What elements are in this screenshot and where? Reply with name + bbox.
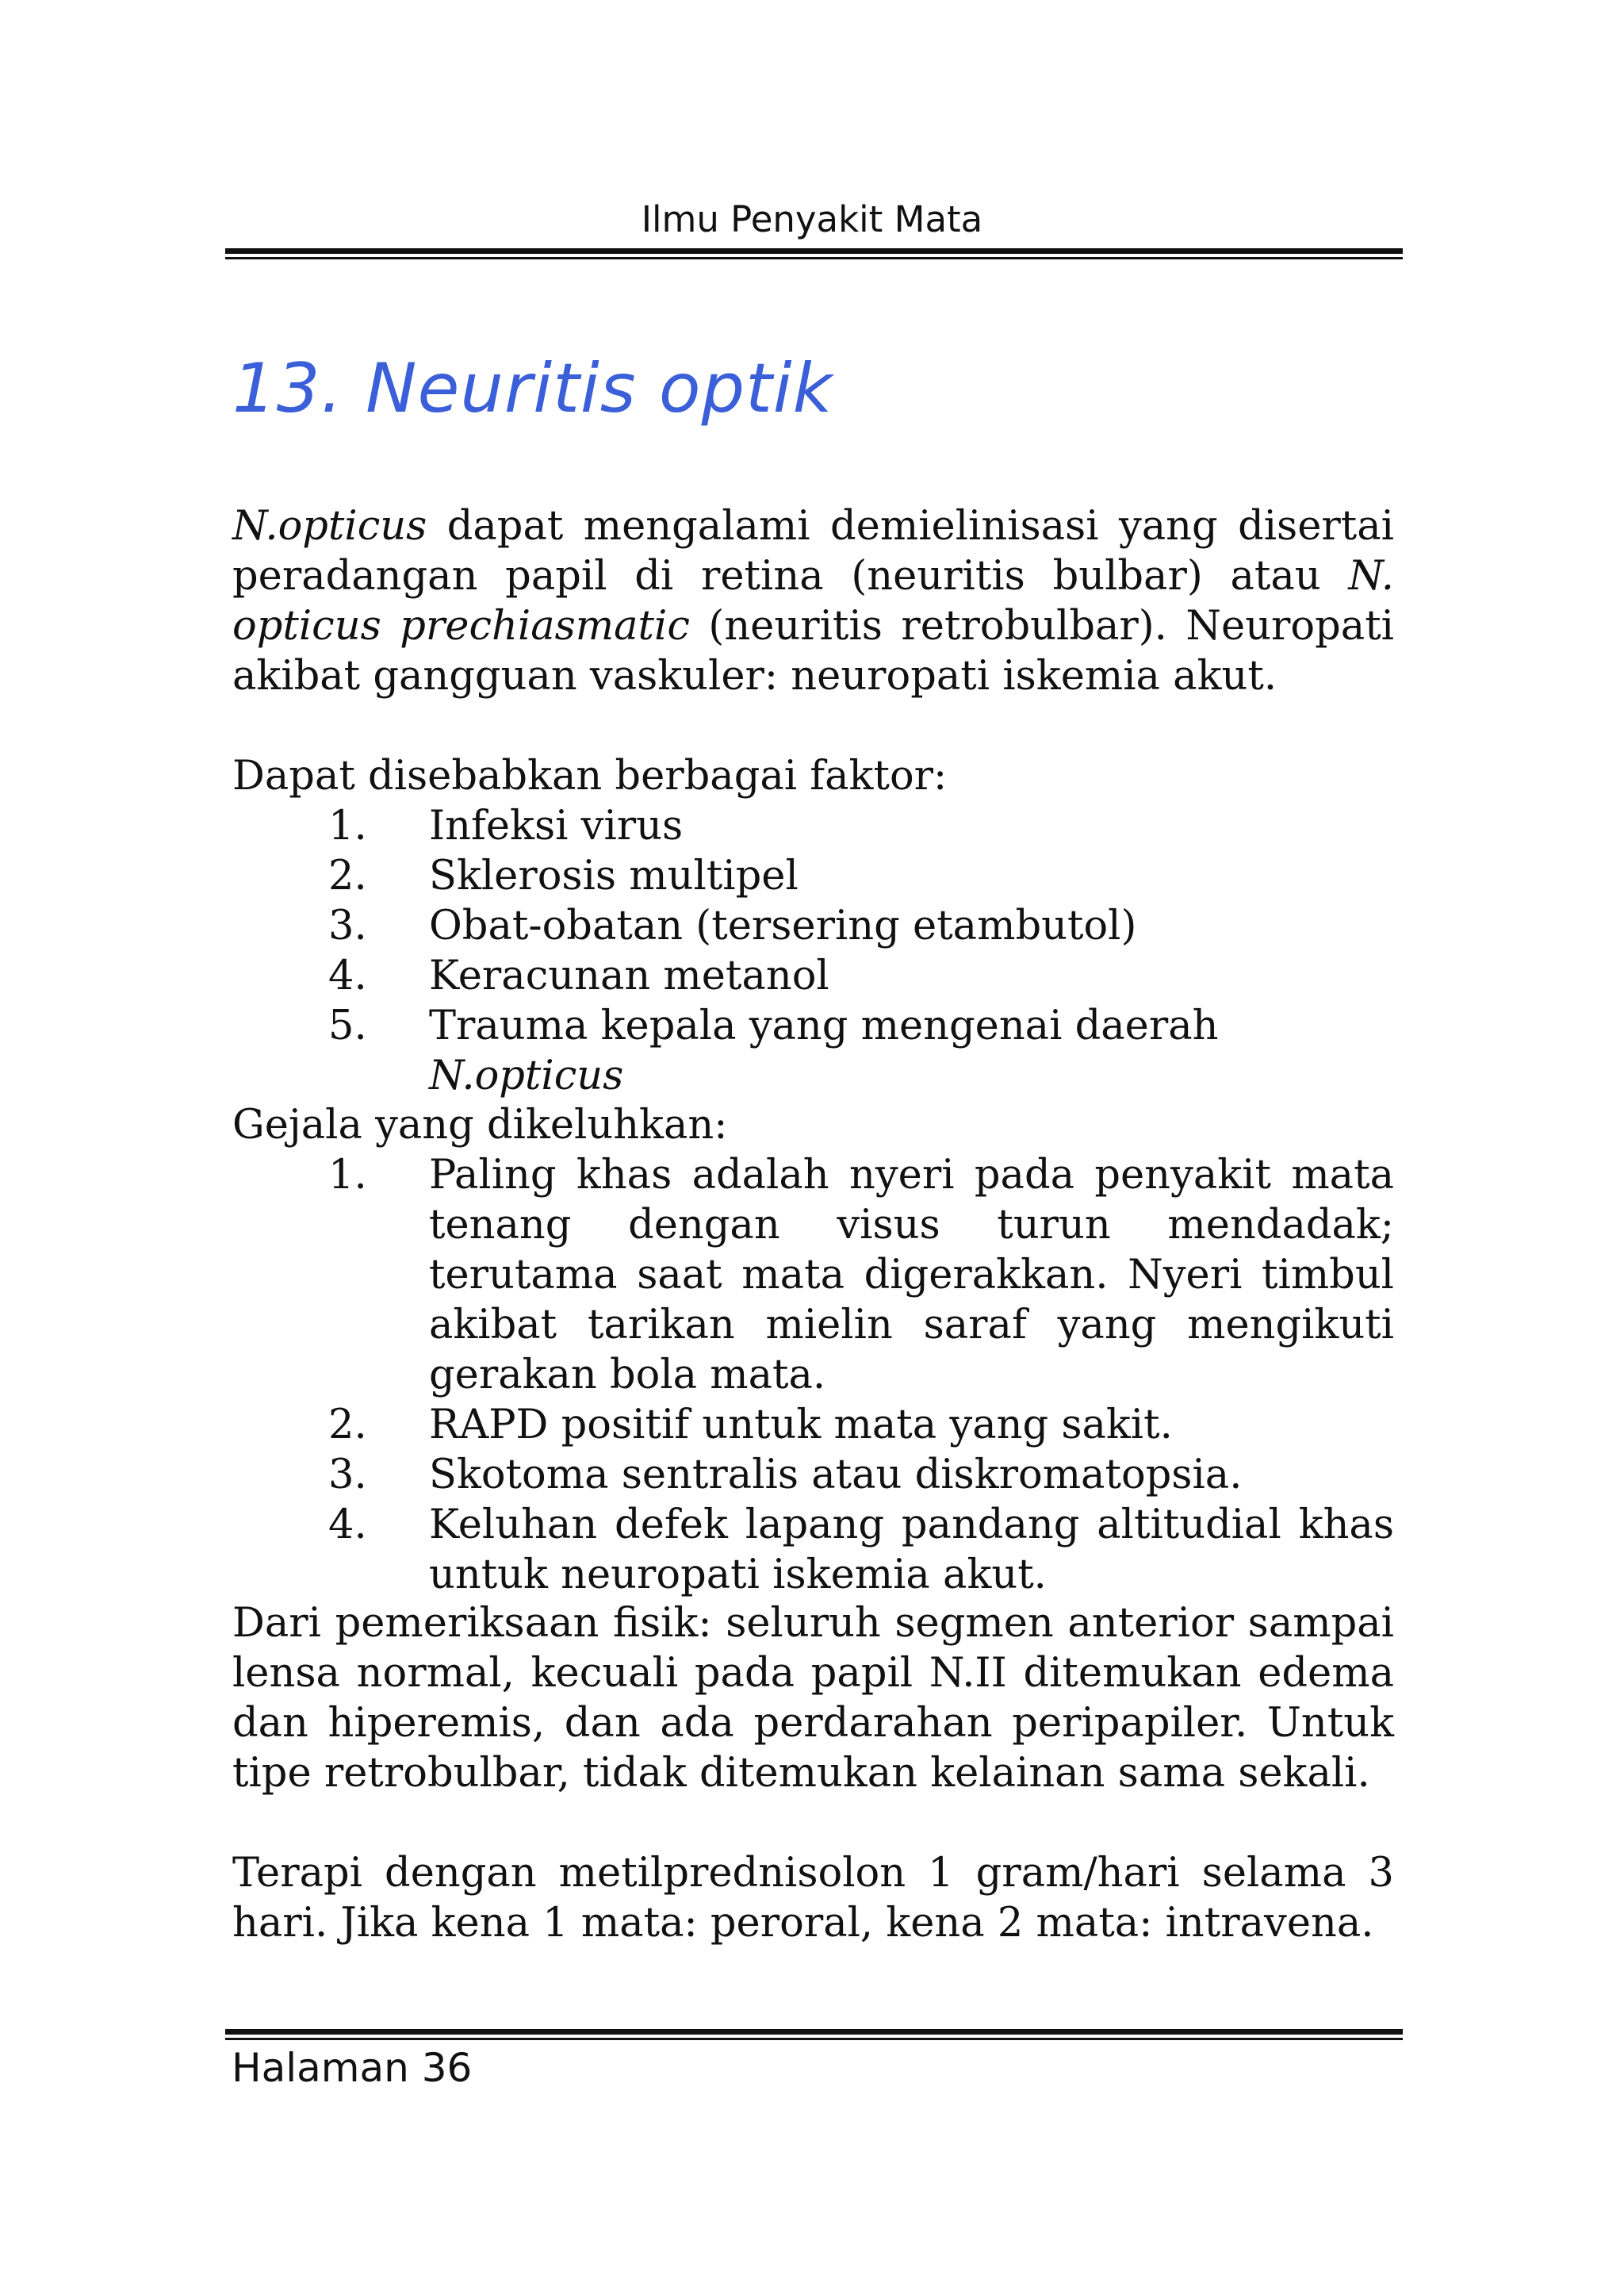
list-text: Paling khas adalah nyeri pada penyakit mata tenang dengan visus turun mendadak; terutama saat mata digerakkan. Nyeri timbul akibat tarikan mielin saraf yang mengikuti gerakan bola mata. — [429, 1152, 1394, 1398]
exam-paragraph: Dari pemeriksaan fisik: seluruh segmen anterior sampai lensa normal, kecuali pada papil N.II ditemukan edema dan hiperemis, dan ada perdarahan peripapiler. Untuk tipe retrobulbar, tidak ditemukan kelainan sama sekali. — [232, 1600, 1394, 1797]
header-rule — [225, 248, 1403, 259]
list-text-part: Trauma kepala yang mengenai daerah — [429, 1003, 1219, 1049]
list-text: Sklerosis multipel — [429, 853, 799, 900]
list-item — [232, 1150, 1394, 1400]
running-header: Ilmu Penyakit Mata — [641, 198, 983, 240]
list-text: RAPD positif untuk mata yang sakit. — [429, 1402, 1173, 1448]
chapter-title: 13. Neuritis optik — [232, 349, 833, 428]
list-number: 2. — [328, 1402, 367, 1448]
intro-text-1: dapat mengalami demielinisasi yang disertai peradangan papil di retina (neuritis bulbar) atau — [232, 503, 1394, 600]
list-number: 1. — [328, 803, 367, 850]
list-text: Infeksi virus — [429, 803, 684, 850]
list-item — [232, 1400, 1394, 1450]
list-text: Keluhan defek lapang pandang altitudial khas untuk neuropati iskemia akut. — [429, 1502, 1394, 1598]
list-text: Keracunan metanol — [429, 953, 829, 999]
therapy-paragraph: Terapi dengan metilprednisolon 1 gram/hari selama 3 hari. Jika kena 1 mata: peroral, kena 2 mata: intravena. — [232, 1850, 1394, 1947]
list-item — [232, 951, 1394, 1001]
list-number: 5. — [328, 1003, 367, 1049]
page-number: Halaman 36 — [232, 2045, 473, 2091]
list-item — [232, 1500, 1394, 1600]
intro-paragraph — [232, 501, 1394, 701]
list-number: 3. — [328, 1452, 367, 1498]
list-item — [232, 801, 1394, 851]
list-number: 4. — [328, 953, 367, 999]
list-number: 2. — [328, 853, 367, 900]
list-number: 3. — [328, 903, 367, 949]
symptoms-lead: Gejala yang dikeluhkan: — [232, 1102, 728, 1149]
causes-list — [232, 801, 1394, 1101]
list-item — [232, 901, 1394, 951]
footer-rule — [225, 2029, 1403, 2040]
list-item — [232, 851, 1394, 901]
list-number: 1. — [328, 1152, 367, 1199]
intro-term-prechiasmatic: N. opticus prechiasmatic — [232, 553, 1394, 650]
list-text — [429, 1001, 1394, 1101]
list-item — [232, 1001, 1394, 1101]
list-text: Skotoma sentralis atau diskromatopsia. — [429, 1452, 1243, 1498]
list-text: Obat-obatan (tersering etambutol) — [429, 903, 1137, 949]
causes-lead: Dapat disebabkan berbagai faktor: — [232, 753, 948, 800]
intro-term-nopticus: N.opticus — [232, 503, 427, 550]
list-item — [232, 1450, 1394, 1500]
list-number: 4. — [328, 1502, 367, 1548]
symptoms-list — [232, 1150, 1394, 1600]
intro-text-2: (neuritis retrobulbar). Neuropati akibat gangguan vaskuler: neuropati iskemia akut. — [232, 603, 1394, 700]
list-term-nopticus: N.opticus — [429, 1053, 624, 1099]
